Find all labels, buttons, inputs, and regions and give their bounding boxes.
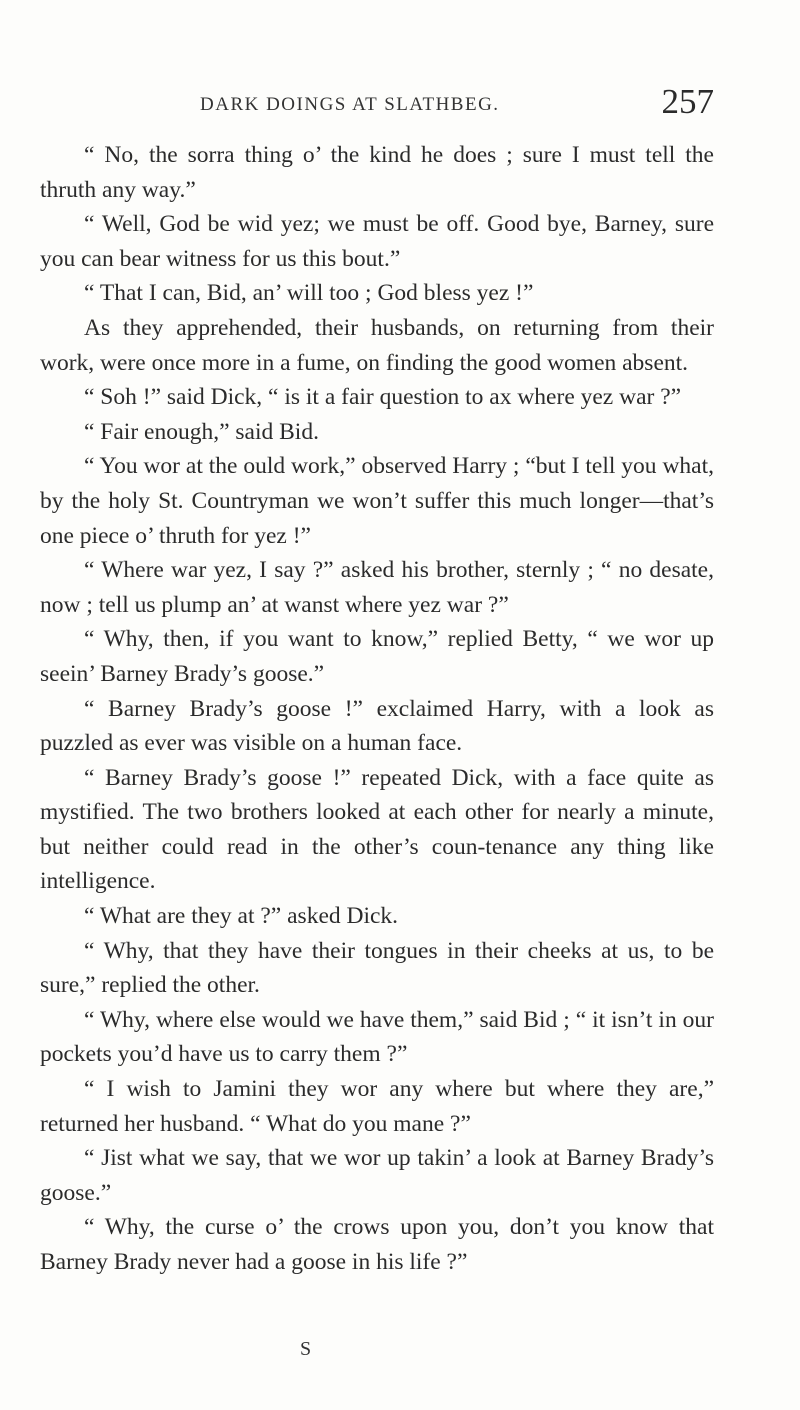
paragraph: “ That I can, Bid, an’ will too ; God bless yez !” — [84, 280, 534, 307]
paragraph: “ Fair enough,” said Bid. — [84, 418, 319, 445]
paragraph: “ Barney Brady’s goose !” repeated Dick, with a face quite as mystified. The two brothers looked at each other for nearly a minute, but neither could read in the other’s coun-tenance any thing like intelligence. — [40, 764, 714, 895]
paragraph: “ I wish to Jamini they wor any where but where they are,” returned her husband. “ What do you mane ?” — [40, 1076, 714, 1137]
paragraph: “ Well, God be wid yez; we must be off. Good bye, Barney, sure you can bear witness for us this bout.” — [40, 211, 714, 272]
paragraph: “ No, the sorra thing o’ the kind he does ; sure I must tell the thruth any way.” — [40, 142, 714, 203]
paragraph: “ Why, then, if you want to know,” replied Betty, “ we wor up seein’ Barney Brady’s goose.” — [40, 626, 714, 687]
running-title: DARK DOINGS AT SLATHBEG. — [200, 94, 500, 115]
paragraph: “ Jist what we say, that we wor up takin’ a look at Barney Brady’s goose.” — [40, 1145, 714, 1206]
paragraph: “ Why, that they have their tongues in their cheeks at us, to be sure,” replied the other. — [40, 937, 714, 999]
paragraph: “ Why, where else would we have them,” said Bid ; “ it isn’t in our pockets you’d have us to carry them ?” — [40, 1006, 714, 1068]
paragraph: “ What are they at ?” asked Dick. — [84, 903, 399, 930]
paragraph: “ Barney Brady’s goose !” exclaimed Harry, with a look as puzzled as ever was visible on a human face. — [40, 695, 714, 757]
paragraph: “ You wor at the ould work,” observed Harry ; “but I tell you what, by the holy St. Countryman we won’t suffer this much longer—that’s one piece o’ thruth for yez !” — [40, 453, 714, 549]
signature-mark: S — [300, 1338, 312, 1360]
running-head — [40, 82, 714, 128]
page-number: 257 — [661, 82, 714, 121]
paragraph: “ Soh !” said Dick, “ is it a fair question to ax where yez war ?” — [84, 384, 682, 411]
paragraph: As they apprehended, their husbands, on returning from their work, were once more in a fume, on finding the good women absent. — [40, 314, 714, 376]
paragraph: “ Where war yez, I say ?” asked his brother, sternly ; “ no desate, now ; tell us plump an’ at wanst where yez war ?” — [40, 557, 714, 618]
body-text — [40, 138, 714, 1280]
paragraph: “ Why, the curse o’ the crows upon you, don’t you know that Barney Brady never had a goose in his life ?” — [40, 1214, 714, 1275]
